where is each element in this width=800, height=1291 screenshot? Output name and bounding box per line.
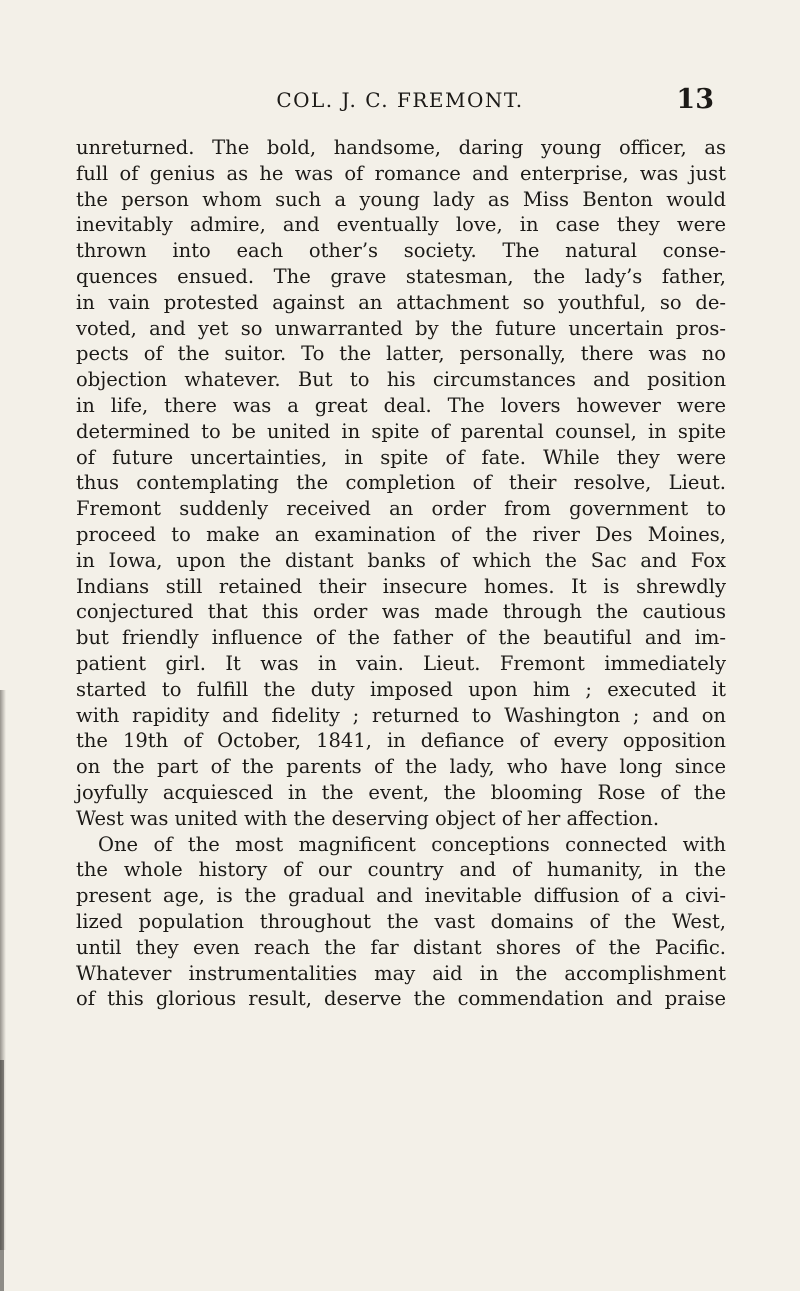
text-line: in life, there was a great deal. The lovers however were — [76, 393, 726, 417]
text-line: voted, and yet so unwarranted by the future uncertain pros- — [76, 316, 726, 340]
text-line: in vain protested against an attachment so youthful, so de- — [76, 290, 726, 314]
text-line: present age, is the gradual and inevitable diffusion of a civi- — [76, 884, 726, 908]
text-line: the person whom such a young lady as Miss Benton would — [76, 187, 726, 211]
text-line: the 19th of October, 1841, in defiance of every opposition — [76, 729, 726, 753]
text-line: until they even reach the far distant shores of the Pacific. — [76, 935, 726, 959]
text-line: but friendly influence of the father of the beautiful and im- — [76, 626, 726, 650]
text-line: of this glorious result, deserve the commendation and praise — [76, 987, 726, 1011]
text-line: with rapidity and fidelity ; returned to Washington ; and on — [76, 703, 726, 727]
text-line: inevitably admire, and eventually love, in case they were — [76, 213, 726, 237]
text-line: thus contemplating the completion of their resolve, Lieut. — [76, 471, 726, 495]
text-line: of future uncertainties, in spite of fate. While they were — [76, 445, 726, 469]
text-line: unreturned. The bold, handsome, daring young officer, as — [76, 136, 726, 159]
text-line: determined to be united in spite of parental counsel, in spite — [76, 419, 726, 443]
text-line: patient girl. It was in vain. Lieut. Fremont immediately — [76, 651, 726, 675]
page-number: 13 — [676, 84, 714, 115]
text-line: proceed to make an examination of the river Des Moines, — [76, 522, 726, 546]
text-line: full of genius as he was of romance and enterprise, was just — [76, 161, 726, 185]
text-line: thrown into each other’s society. The natural conse- — [76, 239, 726, 263]
text-line: Indians still retained their insecure homes. It is shrewdly — [76, 574, 726, 598]
body-text — [76, 135, 726, 1012]
text-line: conjectured that this order was made through the cautious — [76, 600, 726, 624]
text-line: Fremont suddenly received an order from government to — [76, 497, 726, 521]
text-line: quences ensued. The grave statesman, the lady’s father, — [76, 264, 726, 288]
text-line: One of the most magnificent conceptions connected with — [98, 832, 726, 856]
text-line: Whatever instrumentalities may aid in the accomplishment — [76, 961, 726, 985]
page-header — [0, 84, 800, 114]
text-line: pects of the suitor. To the latter, personally, there was no — [76, 342, 726, 366]
text-line: West was united with the deserving object of her affection. — [76, 806, 660, 830]
text-line: joyfully acquiesced in the event, the blooming Rose of the — [76, 780, 726, 804]
text-line: on the part of the parents of the lady, who have long since — [76, 755, 726, 779]
text-line: objection whatever. But to his circumstances and position — [76, 368, 726, 392]
text-line: the whole history of our country and of humanity, in the — [76, 858, 726, 882]
running-title: COL. J. C. FREMONT. — [276, 88, 524, 112]
text-line: in Iowa, upon the distant banks of which the Sac and Fox — [76, 548, 726, 572]
text-line: started to fulfill the duty imposed upon him ; executed it — [76, 677, 726, 701]
text-line: lized population throughout the vast domains of the West, — [76, 909, 726, 933]
page-edge-shadow — [0, 1060, 4, 1291]
